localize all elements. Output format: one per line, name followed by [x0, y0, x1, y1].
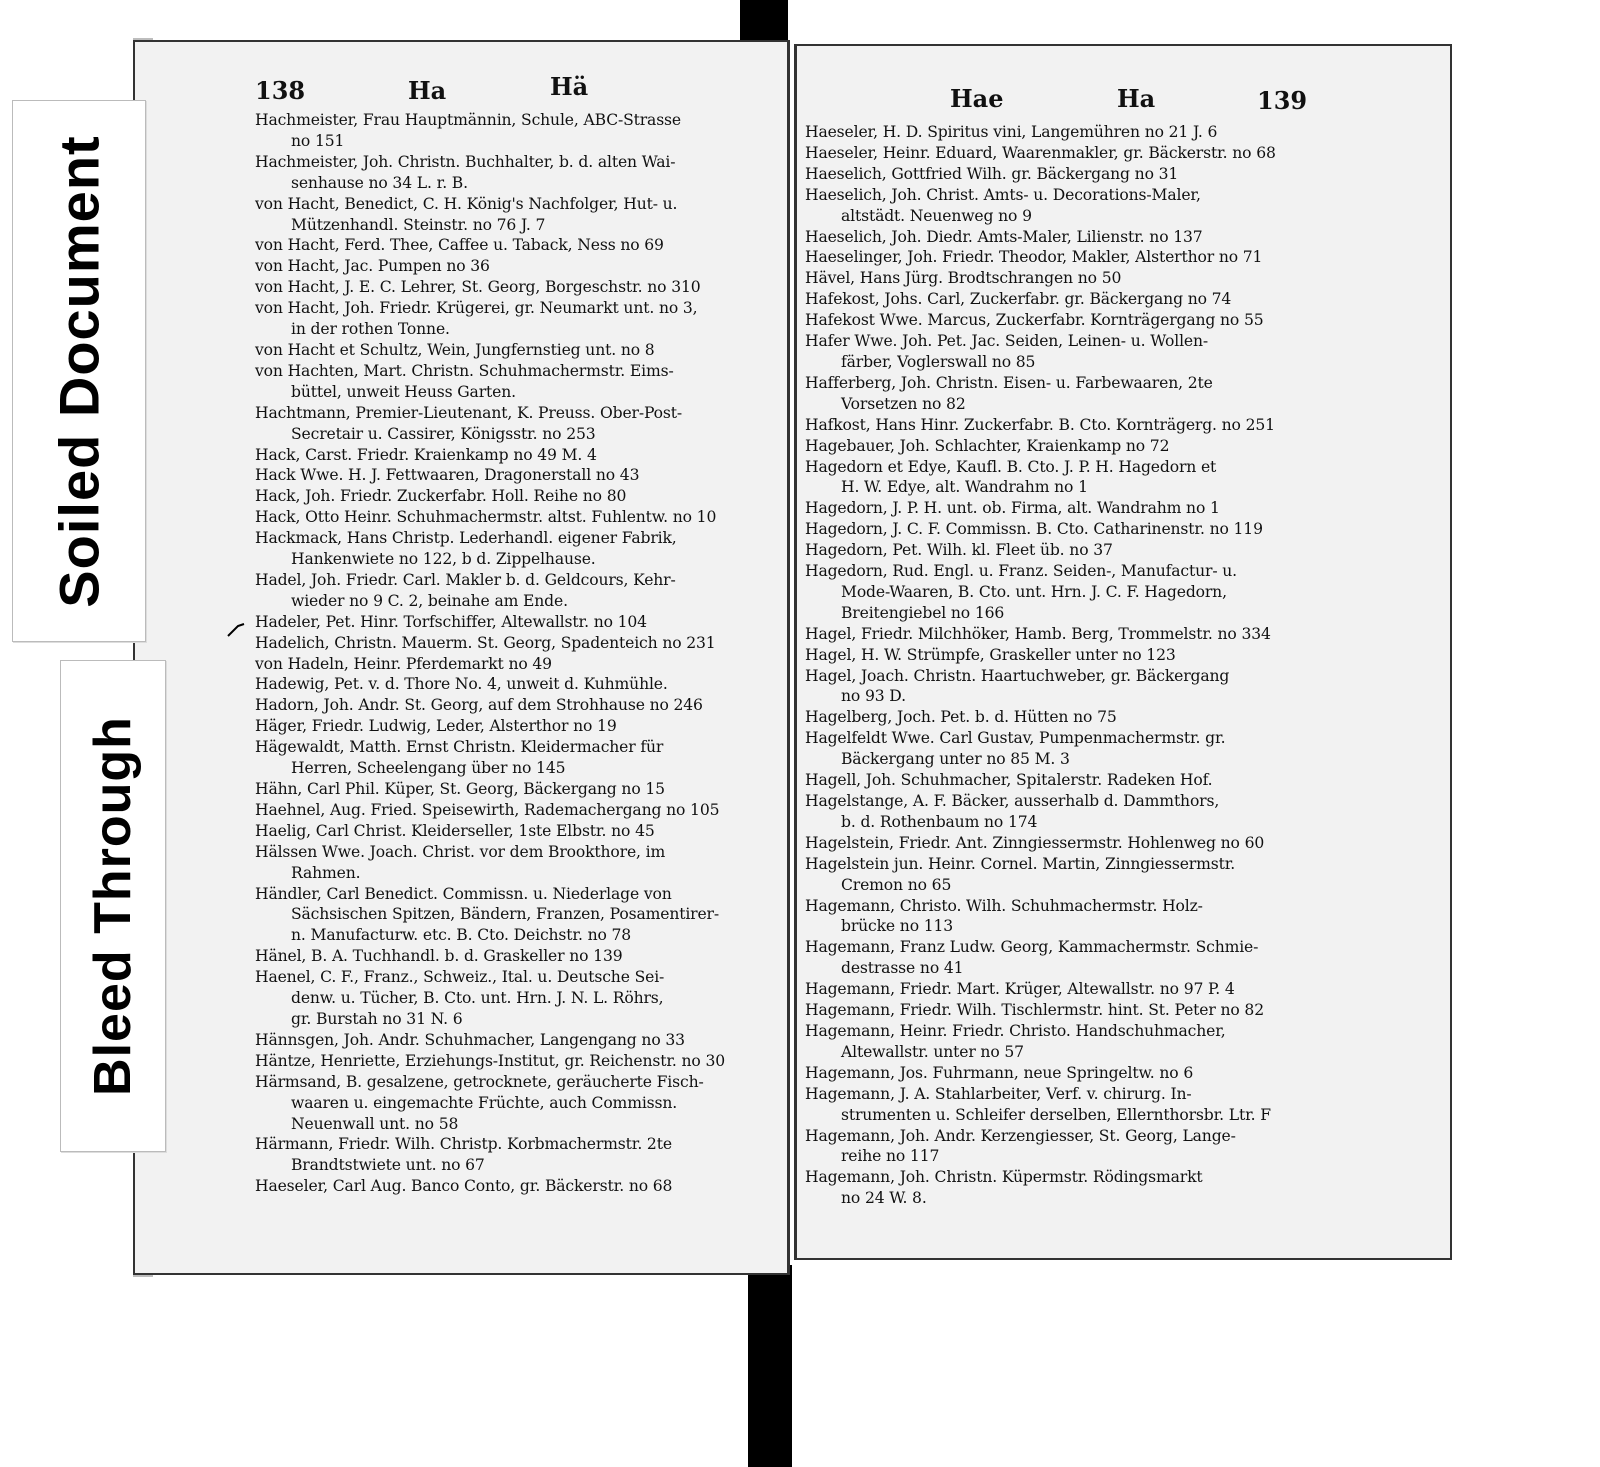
entry-continuation: no 24 W. 8. [841, 1189, 927, 1208]
directory-entry [255, 277, 775, 298]
right-page-header-a: Hae [950, 84, 1004, 113]
directory-entry [255, 110, 775, 152]
entry-continuation: no 151 [291, 131, 345, 150]
directory-entry [805, 1063, 1330, 1084]
directory-entry [255, 528, 775, 570]
directory-entry [255, 152, 775, 194]
directory-entry [805, 227, 1330, 248]
entry-line: Hagelstein jun. Heinr. Cornel. Martin, Zinngiessermstr. [805, 854, 1236, 873]
directory-entry [255, 633, 775, 654]
entry-line: Hagemann, J. A. Stahlarbeiter, Verf. v. chirurg. In- [805, 1084, 1192, 1103]
directory-entry [255, 674, 775, 695]
entry-line: Hafferberg, Joh. Christn. Eisen- u. Farbewaaren, 2te [805, 373, 1213, 392]
entry-line: Hagemann, Christo. Wilh. Schuhmachermstr. Holz- [805, 896, 1203, 915]
directory-entry [255, 1030, 775, 1051]
directory-entry [255, 716, 775, 737]
entry-line: Hafkost, Hans Hinr. Zuckerfabr. B. Cto. Kornträgerg. no 251 [805, 415, 1275, 434]
entry-continuation: Altewallstr. unter no 57 [841, 1042, 1024, 1061]
directory-entry [255, 194, 775, 236]
entry-continuation: reihe no 117 [841, 1147, 940, 1166]
bleed-through-label: Bleed Through [84, 716, 142, 1096]
directory-entry [805, 247, 1330, 268]
entry-continuation: Secretair u. Cassirer, Königsstr. no 253 [291, 424, 596, 443]
entry-continuation: n. Manufacturw. etc. B. Cto. Deichstr. no 78 [291, 926, 632, 945]
entry-continuation: Rahmen. [291, 863, 361, 882]
entry-line: Haeselich, Joh. Christ. Amts- u. Decorations-Maler, [805, 185, 1201, 204]
entry-continuation: büttel, unweit Heuss Garten. [291, 382, 516, 401]
directory-entry [805, 164, 1330, 185]
entry-line: Hack, Joh. Friedr. Zuckerfabr. Holl. Reihe no 80 [255, 487, 627, 506]
directory-entry [805, 122, 1330, 143]
directory-entry [805, 707, 1330, 728]
entry-line: Hagelstange, A. F. Bäcker, ausserhalb d. Dammthors, [805, 792, 1220, 810]
entry-line: Hagelberg, Joch. Pet. b. d. Hütten no 75 [805, 708, 1117, 727]
directory-entry [255, 654, 775, 675]
directory-entry [805, 498, 1330, 519]
entry-line: Hagemann, Joh. Christn. Küpermstr. Rödingsmarkt [805, 1168, 1203, 1187]
directory-entry [255, 695, 775, 716]
entry-continuation: waaren u. eingemachte Früchte, auch Commissn. [291, 1093, 678, 1112]
directory-entry [805, 331, 1330, 373]
entry-line: Hadeler, Pet. Hinr. Torfschiffer, Altewallstr. no 104 [255, 612, 647, 631]
entry-line: Hagemann, Franz Ludw. Georg, Kammachermstr. Schmie- [805, 938, 1259, 957]
entry-line: Haeseler, H. D. Spiritus vini, Langemühren no 21 J. 6 [805, 123, 1218, 141]
directory-entry [255, 361, 775, 403]
entry-continuation: Breitengiebel no 166 [841, 603, 1005, 622]
directory-entry [805, 457, 1330, 499]
right-page-header-b: Ha [1117, 84, 1156, 113]
left-page-number: 138 [255, 76, 306, 105]
entry-continuation: senhause no 34 L. r. B. [291, 173, 468, 192]
entry-line: Haelig, Carl Christ. Kleiderseller, 1ste Elbstr. no 45 [255, 821, 655, 840]
soiled-document-stamp [12, 100, 146, 642]
entry-line: Haeselich, Gottfried Wilh. gr. Bäckergang no 31 [805, 164, 1179, 183]
entry-line: Hagemann, Friedr. Wilh. Tischlermstr. hint. St. Peter no 82 [805, 1001, 1264, 1020]
entry-line: Haeselich, Joh. Diedr. Amts-Maler, Lilienstr. no 137 [805, 227, 1203, 246]
entry-continuation: in der rothen Tonne. [291, 320, 450, 339]
entry-continuation: wieder no 9 C. 2, beinahe am Ende. [291, 591, 568, 610]
left-page-header-a: Ha [408, 76, 447, 105]
entry-line: von Hacht, Benedict, C. H. König's Nachfolger, Hut- u. [255, 194, 678, 213]
entry-line: Haehnel, Aug. Fried. Speisewirth, Rademachergang no 105 [255, 800, 720, 819]
entry-line: Hachmeister, Joh. Christn. Buchhalter, b. d. alten Wai- [255, 152, 676, 171]
entry-line: Hagel, Friedr. Milchhöker, Hamb. Berg, Trommelstr. no 334 [805, 624, 1271, 643]
entry-line: von Hacht, Jac. Pumpen no 36 [255, 257, 490, 276]
entry-line: Hadel, Joh. Friedr. Carl. Makler b. d. Geldcours, Kehr- [255, 570, 676, 589]
directory-entry [805, 1126, 1330, 1168]
directory-entry [255, 256, 775, 277]
entry-continuation: Mützenhandl. Steinstr. no 76 J. 7 [291, 215, 546, 234]
directory-entry [255, 779, 775, 800]
entry-line: Hachtmann, Premier-Lieutenant, K. Preuss. Ober-Post- [255, 403, 682, 422]
entry-continuation: strumenten u. Schleifer derselben, Ellernthorsbr. Ltr. F [841, 1105, 1271, 1124]
directory-entry [255, 1072, 775, 1135]
entry-continuation: altstädt. Neuenweg no 9 [841, 206, 1032, 225]
directory-entry [805, 770, 1330, 791]
entry-line: Hähn, Carl Phil. Küper, St. Georg, Bäckergang no 15 [255, 780, 665, 798]
entry-continuation: destrasse no 41 [841, 959, 964, 978]
directory-entry [805, 373, 1330, 415]
directory-entry [255, 842, 775, 884]
entry-continuation: färber, Voglerswall no 85 [841, 352, 1036, 371]
directory-entry [255, 612, 775, 633]
entry-continuation: Cremon no 65 [841, 875, 952, 894]
entry-line: Hännsgen, Joh. Andr. Schuhmacher, Langengang no 33 [255, 1030, 685, 1049]
entry-line: Hagemann, Friedr. Mart. Krüger, Altewallstr. no 97 P. 4 [805, 980, 1235, 999]
entry-line: Hagemann, Jos. Fuhrmann, neue Springeltw. no 6 [805, 1063, 1194, 1082]
right-page [794, 44, 1452, 1260]
entry-line: von Hachten, Mart. Christn. Schuhmachermstr. Eims- [255, 361, 674, 380]
directory-entry [255, 967, 775, 1030]
entry-line: Hagedorn, Pet. Wilh. kl. Fleet üb. no 37 [805, 541, 1113, 560]
directory-entry [805, 436, 1330, 457]
right-entry-list [805, 122, 1330, 1209]
directory-entry [805, 415, 1330, 436]
entry-line: Hagedorn, J. C. F. Commissn. B. Cto. Catharinenstr. no 119 [805, 520, 1263, 539]
directory-entry [255, 1134, 775, 1176]
entry-line: Hadewig, Pet. v. d. Thore No. 4, unweit d. Kuhmühle. [255, 675, 668, 694]
directory-entry [805, 143, 1330, 164]
directory-entry [805, 540, 1330, 561]
directory-entry [255, 800, 775, 821]
entry-line: Hagemann, Heinr. Friedr. Christo. Handschuhmacher, [805, 1021, 1226, 1040]
entry-line: Haeselinger, Joh. Friedr. Theodor, Makler, Alsterthor no 71 [805, 248, 1263, 267]
entry-line: Hagebauer, Joh. Schlachter, Kraienkamp no 72 [805, 436, 1170, 455]
entry-line: Hadorn, Joh. Andr. St. Georg, auf dem Strohhause no 246 [255, 696, 703, 715]
entry-line: Hafekost Wwe. Marcus, Zuckerfabr. Kornträgergang no 55 [805, 311, 1264, 330]
entry-continuation: Herren, Scheelengang über no 145 [291, 759, 566, 778]
entry-line: Hägewaldt, Matth. Ernst Christn. Kleidermacher für [255, 738, 664, 757]
bleed-through-stamp [60, 660, 166, 1152]
entry-continuation: Sächsischen Spitzen, Bändern, Franzen, Posamentirer- [291, 905, 719, 924]
directory-entry [805, 896, 1330, 938]
directory-entry [805, 645, 1330, 666]
entry-continuation: Bäckergang unter no 85 M. 3 [841, 750, 1070, 769]
entry-line: Hälssen Wwe. Joach. Christ. vor dem Brookthore, im [255, 842, 666, 861]
entry-continuation: denw. u. Tücher, B. Cto. unt. Hrn. J. N. L. Röhrs, [291, 989, 664, 1008]
directory-entry [255, 235, 775, 256]
entry-line: Hagell, Joh. Schuhmacher, Spitalerstr. Radeken Hof. [805, 771, 1213, 790]
entry-line: Händler, Carl Benedict. Commissn. u. Niederlage von [255, 884, 672, 903]
entry-continuation: H. W. Edye, alt. Wandrahm no 1 [841, 478, 1088, 497]
directory-entry [255, 570, 775, 612]
directory-entry [805, 185, 1330, 227]
entry-line: Hagedorn, Rud. Engl. u. Franz. Seiden-, Manufactur- u. [805, 562, 1237, 581]
directory-entry [255, 507, 775, 528]
directory-entry [805, 728, 1330, 770]
directory-entry [255, 737, 775, 779]
entry-line: Häger, Friedr. Ludwig, Leder, Alsterthor no 19 [255, 717, 617, 736]
left-entry-list [255, 110, 775, 1197]
directory-entry [805, 561, 1330, 624]
right-page-number: 139 [1257, 86, 1308, 115]
entry-line: Hackmack, Hans Christp. Lederhandl. eigener Fabrik, [255, 529, 677, 548]
soiled-document-label: Soiled Document [47, 134, 111, 608]
directory-entry [255, 486, 775, 507]
entry-line: Hachmeister, Frau Hauptmännin, Schule, ABC-Strasse [255, 111, 681, 129]
entry-line: Hävel, Hans Jürg. Brodtschrangen no 50 [805, 269, 1122, 288]
entry-line: Härmsand, B. gesalzene, getrocknete, geräucherte Fisch- [255, 1072, 704, 1091]
directory-entry [805, 854, 1330, 896]
entry-line: von Hacht, Joh. Friedr. Krügerei, gr. Neumarkt unt. no 3, [255, 299, 698, 318]
entry-continuation: no 93 D. [841, 687, 906, 706]
entry-continuation: Hankenwiete no 122, b d. Zippelhause. [291, 550, 596, 569]
entry-line: Häntze, Henriette, Erziehungs-Institut, gr. Reichenstr. no 30 [255, 1051, 726, 1070]
directory-entry [805, 979, 1330, 1000]
entry-line: Haenel, C. F., Franz., Schweiz., Ital. u. Deutsche Sei- [255, 968, 665, 987]
entry-line: Hagel, Joach. Christn. Haartuchweber, gr. Bäckergang [805, 666, 1230, 685]
directory-entry [255, 1051, 775, 1072]
entry-line: Hack Wwe. H. J. Fettwaaren, Dragonerstall no 43 [255, 466, 640, 485]
directory-entry [805, 666, 1330, 708]
entry-line: Härmann, Friedr. Wilh. Christp. Korbmachermstr. 2te [255, 1135, 672, 1154]
directory-entry [255, 884, 775, 947]
entry-line: Hafekost, Johs. Carl, Zuckerfabr. gr. Bäckergang no 74 [805, 290, 1232, 309]
directory-entry [255, 821, 775, 842]
entry-line: Hagedorn, J. P. H. unt. ob. Firma, alt. Wandrahm no 1 [805, 499, 1220, 518]
entry-line: Hagedorn et Edye, Kaufl. B. Cto. J. P. H. Hagedorn et [805, 457, 1217, 476]
entry-continuation: Vorsetzen no 82 [841, 394, 966, 413]
entry-line: Hagelfeldt Wwe. Carl Gustav, Pumpenmachermstr. gr. [805, 729, 1226, 748]
entry-line: Haeseler, Carl Aug. Banco Conto, gr. Bäckerstr. no 68 [255, 1177, 673, 1196]
directory-entry [255, 946, 775, 967]
entry-line: Hadelich, Christn. Mauerm. St. Georg, Spadenteich no 231 [255, 633, 716, 652]
entry-continuation: brücke no 113 [841, 917, 954, 936]
entry-continuation: Neuenwall unt. no 58 [291, 1114, 459, 1133]
pencil-mark-icon [226, 620, 246, 638]
directory-entry [805, 833, 1330, 854]
left-page [133, 40, 790, 1275]
directory-entry [255, 340, 775, 361]
entry-line: von Hacht, J. E. C. Lehrer, St. Georg, Borgeschstr. no 310 [255, 278, 701, 297]
directory-entry [805, 310, 1330, 331]
directory-entry [805, 1167, 1330, 1209]
directory-entry [255, 465, 775, 486]
directory-entry [805, 1084, 1330, 1126]
entry-line: Hagelstein, Friedr. Ant. Zinngiessermstr. Hohlenweg no 60 [805, 833, 1265, 852]
entry-continuation: Brandtstwiete unt. no 67 [291, 1156, 485, 1175]
directory-entry [255, 445, 775, 466]
directory-entry [805, 268, 1330, 289]
entry-line: Hagel, H. W. Strümpfe, Graskeller unter no 123 [805, 645, 1176, 664]
entry-continuation: gr. Burstah no 31 N. 6 [291, 1009, 463, 1028]
entry-line: von Hacht, Ferd. Thee, Caffee u. Taback, Ness no 69 [255, 236, 664, 255]
entry-line: Hafer Wwe. Joh. Pet. Jac. Seiden, Leinen- u. Wollen- [805, 332, 1209, 351]
directory-entry [255, 298, 775, 340]
directory-entry [805, 1000, 1330, 1021]
entry-line: von Hadeln, Heinr. Pferdemarkt no 49 [255, 654, 552, 673]
entry-line: Hänel, B. A. Tuchhandl. b. d. Graskeller no 139 [255, 947, 623, 966]
directory-entry [805, 624, 1330, 645]
entry-continuation: Mode-Waaren, B. Cto. unt. Hrn. J. C. F. Hagedorn, [841, 582, 1227, 601]
directory-entry [805, 1021, 1330, 1063]
directory-entry [255, 403, 775, 445]
entry-continuation: b. d. Rothenbaum no 174 [841, 812, 1038, 831]
entry-line: Haeseler, Heinr. Eduard, Waarenmakler, gr. Bäckerstr. no 68 [805, 143, 1276, 162]
entry-line: von Hacht et Schultz, Wein, Jungfernstieg unt. no 8 [255, 340, 655, 359]
directory-entry [805, 519, 1330, 540]
entry-line: Hack, Otto Heinr. Schuhmachermstr. altst. Fuhlentw. no 10 [255, 508, 717, 527]
directory-entry [805, 937, 1330, 979]
directory-entry [805, 289, 1330, 310]
spine-bottom [748, 1265, 792, 1467]
directory-entry [255, 1176, 775, 1197]
entry-line: Hack, Carst. Friedr. Kraienkamp no 49 M. 4 [255, 445, 597, 464]
entry-line: Hagemann, Joh. Andr. Kerzengiesser, St. Georg, Lange- [805, 1126, 1236, 1145]
left-page-header-b: Hä [550, 72, 589, 101]
directory-entry [805, 791, 1330, 833]
